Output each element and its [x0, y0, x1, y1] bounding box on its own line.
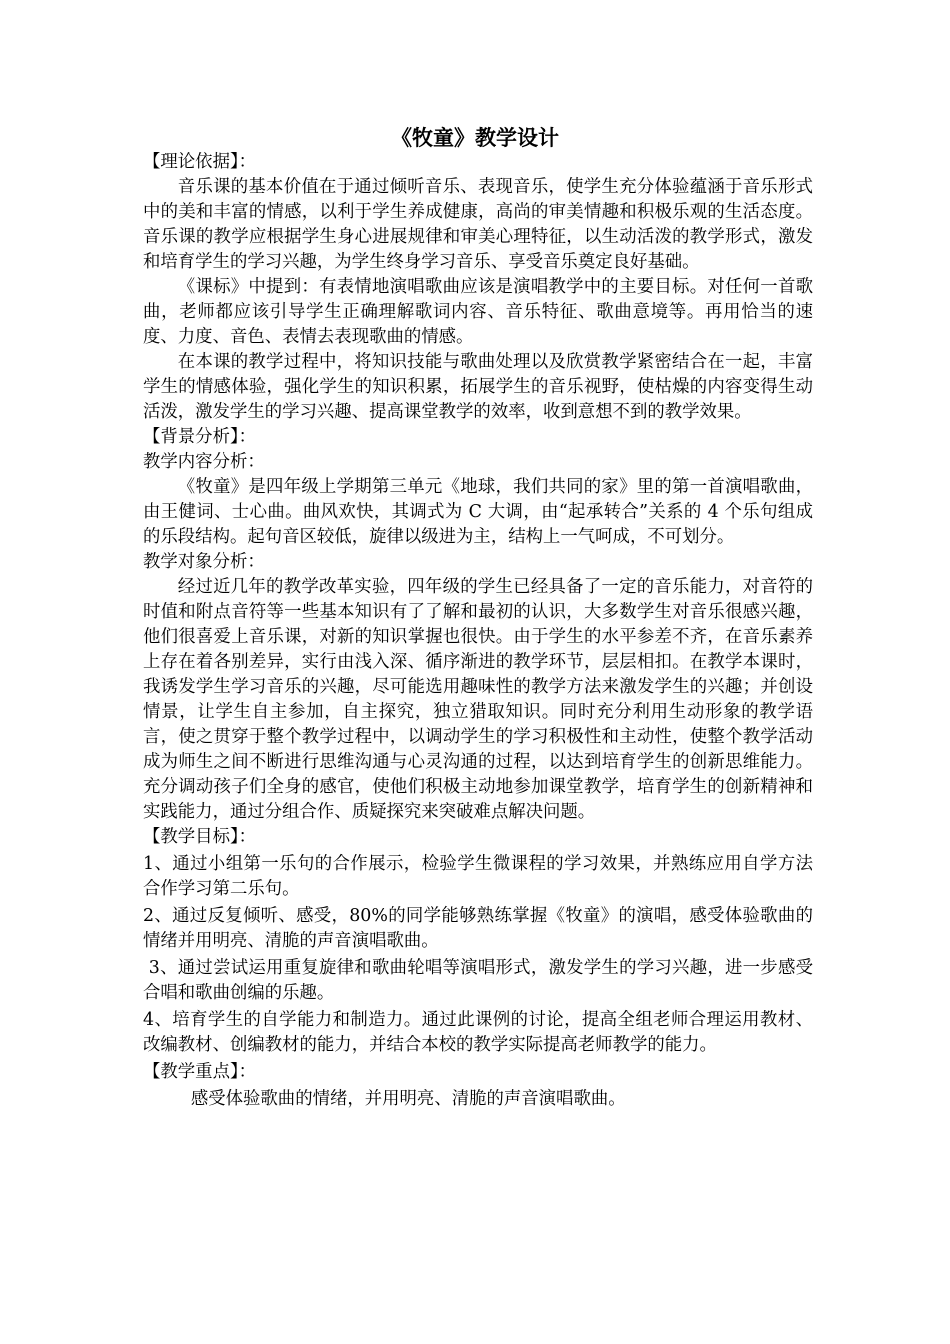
document-body	[143, 150, 813, 1112]
paragraph-content-analysis: 《牧童》是四年级上学期第三单元《地球，我们共同的家》里的第一首演唱歌曲，由王健词、士心曲。曲风欢快，其调式为 C 大调，由“起承转合”关系的 4 个乐句组成的乐段结构。起句音区较低，旋律以级进为主，结构上一气呵成，不可划分。	[143, 477, 813, 547]
paragraph-object-analysis: 经过近几年的教学改革实验，四年级的学生已经具备了一定的音乐能力，对音符的时值和附点音符等一些基本知识有了了解和最初的认识，大多数学生对音乐很感兴趣，他们很喜爱上音乐课，对新的知识掌握也很快。由于学生的水平参差不齐，在音乐素养上存在着各别差异，实行由浅入深、循序渐进的教学环节，层层相扣。在教学本课时，我诱发学生学习音乐的兴趣，尽可能选用趣味性的教学方法来激发学生的兴趣；并创设情景，让学生自主参加，自主探究，独立猎取知识。同时充分利用生动形象的教学语言，使之贯穿于整个教学过程中，以调动学生的学习积极性和主动性，使整个教学活动成为师生之间不断进行思维沟通与心灵沟通的过程，以达到培育学生的创新思维能力。充分调动孩子们全身的感官，使他们积极主动地参加课堂教学，培育学生的创新精神和实践能力，通过分组合作、质疑探究来突破难点解决问题。	[143, 577, 813, 822]
goal-item-2: 2、通过反复倾听、感受，80%的同学能够熟练掌握《牧童》的演唱，感受体验歌曲的情绪并用明亮、清脆的声音演唱歌曲。	[143, 906, 813, 951]
paragraph-theory-2: 《课标》中提到：有表情地演唱歌曲应该是演唱教学中的主要目标。对任何一首歌曲，老师都应该引导学生正确理解歌词内容、音乐特征、歌曲意境等。再用恰当的速度、力度、音色、表情去表现歌曲的情感。	[143, 277, 813, 347]
page-title: 《牧童》教学设计	[391, 125, 559, 150]
section-heading-theory: 【理论依据】：	[143, 152, 257, 172]
paragraph-theory-3: 在本课的教学过程中，将知识技能与歌曲处理以及欣赏教学紧密结合在一起，丰富学生的情感体验，强化学生的知识积累，拓展学生的音乐视野，使枯燥的内容变得生动活泼，激发学生的学习兴趣、提高课堂教学的效率，收到意想不到的教学效果。	[143, 352, 813, 422]
section-heading-background: 【背景分析】：	[143, 427, 257, 447]
section-heading-key-points: 【教学重点】：	[143, 1062, 257, 1082]
paragraph-key-points: 感受体验歌曲的情绪，并用明亮、清脆的声音演唱歌曲。	[190, 1089, 626, 1109]
goal-item-4: 4、培育学生的自学能力和制造力。通过此课例的讨论，提高全组老师合理运用教材、改编教材、创编教材的能力，并结合本校的教学实际提高老师教学的能力。	[143, 1010, 813, 1055]
goal-item-3: 3、通过尝试运用重复旋律和歌曲轮唱等演唱形式，激发学生的学习兴趣，进一步感受合唱和歌曲创编的乐趣。	[143, 958, 813, 1003]
subheading-content-analysis: 教学内容分析：	[143, 452, 265, 472]
paragraph-theory-1: 音乐课的基本价值在于通过倾听音乐、表现音乐，使学生充分体验蕴涵于音乐形式中的美和丰富的情感，以利于学生养成健康，高尚的审美情趣和积极乐观的生活态度。音乐课的教学应根据学生身心进展规律和审美心理特征，以生动活泼的教学形式，激发和培育学生的学习兴趣，为学生终身学习音乐、享受音乐奠定良好基础。	[143, 177, 813, 272]
subheading-object-analysis: 教学对象分析：	[143, 552, 265, 572]
goal-item-1: 1、通过小组第一乐句的合作展示，检验学生微课程的学习效果，并熟练应用自学方法合作学习第二乐句。	[143, 854, 813, 899]
section-heading-goals: 【教学目标】：	[143, 827, 257, 847]
